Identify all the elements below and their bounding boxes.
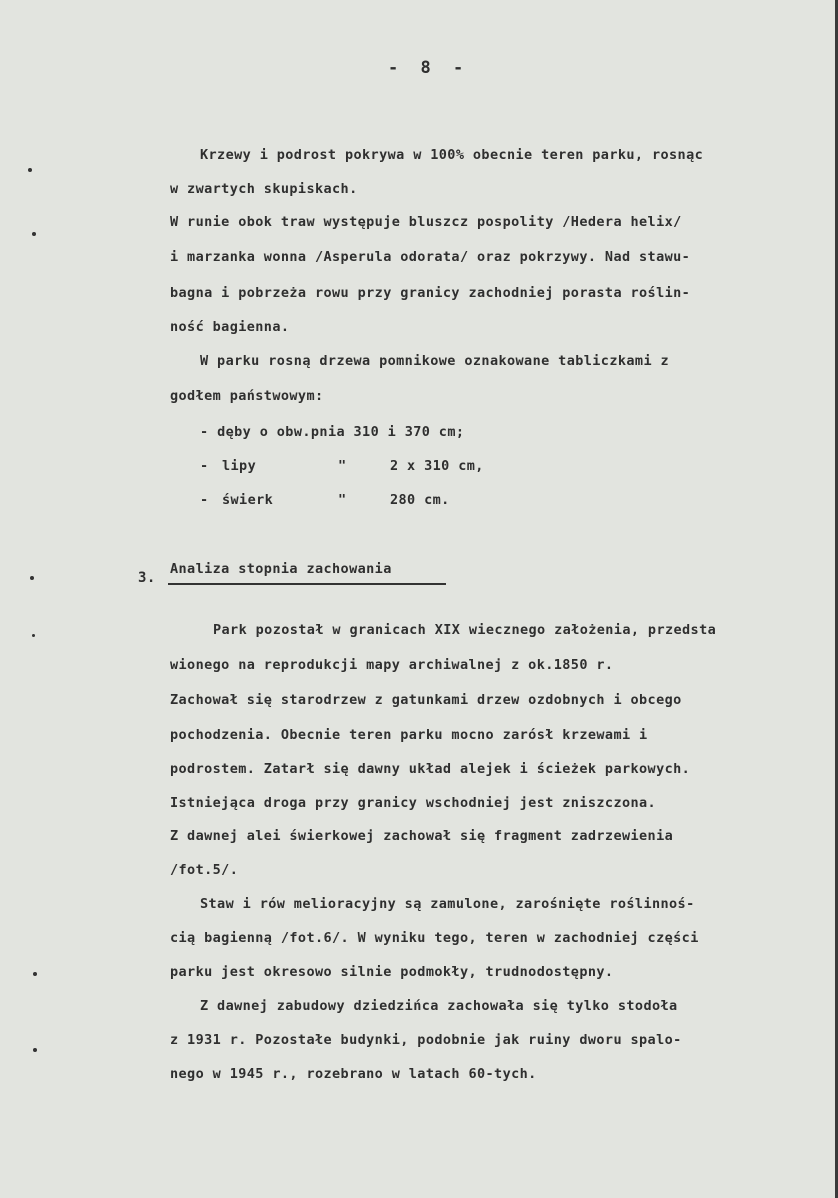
para2-line-1: W runie obok traw występuje bluszcz pospolity /Hedera helix/ <box>170 214 682 230</box>
para4-line-3: Zachował się starodrzew z gatunkami drzew ozdobnych i obcego <box>170 692 682 708</box>
list-value: 310 i 370 cm; <box>353 424 465 440</box>
list-ditto: o obw.pnia <box>259 424 345 440</box>
margin-mark <box>33 972 37 976</box>
list-item <box>200 492 450 508</box>
list-item <box>200 424 464 440</box>
margin-mark <box>30 576 34 580</box>
section-number: 3. <box>138 570 156 586</box>
para4-line-4: pochodzenia. Obecnie teren parku mocno zarósł krzewami i <box>170 727 648 743</box>
para3-line-2: godłem państwowym: <box>170 388 324 404</box>
list-dash: - <box>200 492 209 508</box>
margin-mark <box>28 168 32 172</box>
margin-mark <box>33 1048 37 1052</box>
para4-line-5: podrostem. Zatarł się dawny układ alejek i ścieżek parkowych. <box>170 761 691 777</box>
list-name: dęby <box>217 424 252 440</box>
para5-line-2: cią bagienną /fot.6/. W wyniku tego, teren w zachodniej części <box>170 930 699 946</box>
para5-line-1: Staw i rów melioracyjny są zamulone, zarośnięte roślinnoś- <box>200 896 695 912</box>
list-ditto: " <box>338 458 347 474</box>
page-number: - 8 - <box>388 58 470 78</box>
section-title: Analiza stopnia zachowania <box>170 561 392 577</box>
para6-line-2: z 1931 r. Pozostałe budynki, podobnie jak ruiny dworu spalo- <box>170 1032 682 1048</box>
para1-line-2: w zwartych skupiskach. <box>170 181 358 197</box>
para4-line-1: Park pozostał w granicach XIX wiecznego założenia, przedsta <box>213 622 717 638</box>
para6-line-3: nego w 1945 r., rozebrano w latach 60-tych. <box>170 1066 537 1082</box>
list-name: lipy <box>222 458 257 474</box>
para2-line-3: bagna i pobrzeża rowu przy granicy zachodniej porasta roślin- <box>170 285 691 301</box>
list-item <box>200 458 484 474</box>
para6-line-1: Z dawnej zabudowy dziedzińca zachowała się tylko stodoła <box>200 998 678 1014</box>
para4-line-7: Z dawnej alei świerkowej zachował się fragment zadrzewienia <box>170 828 674 844</box>
para1-line-1: Krzewy i podrost pokrywa w 100% obecnie teren parku, rosnąc <box>200 147 704 163</box>
list-dash: - <box>200 424 209 440</box>
para4-line-8: /fot.5/. <box>170 862 239 878</box>
section-title-underline <box>168 583 446 585</box>
list-name: świerk <box>222 492 274 508</box>
para4-line-2: wionego na reprodukcji mapy archiwalnej z ok.1850 r. <box>170 657 614 673</box>
para2-line-4: ność bagienna. <box>170 319 290 335</box>
list-value: 280 cm. <box>390 492 450 508</box>
list-ditto: " <box>338 492 347 508</box>
margin-mark <box>32 634 35 637</box>
para5-line-3: parku jest okresowo silnie podmokły, trudnodostępny. <box>170 964 614 980</box>
para4-line-6: Istniejąca droga przy granicy wschodniej jest zniszczona. <box>170 795 657 811</box>
list-dash: - <box>200 458 209 474</box>
para3-line-1: W parku rosną drzewa pomnikowe oznakowane tabliczkami z <box>200 353 670 369</box>
para2-line-2: i marzanka wonna /Asperula odorata/ oraz pokrzywy. Nad stawu- <box>170 249 691 265</box>
margin-mark <box>32 232 36 236</box>
list-value: 2 x 310 cm, <box>390 458 484 474</box>
